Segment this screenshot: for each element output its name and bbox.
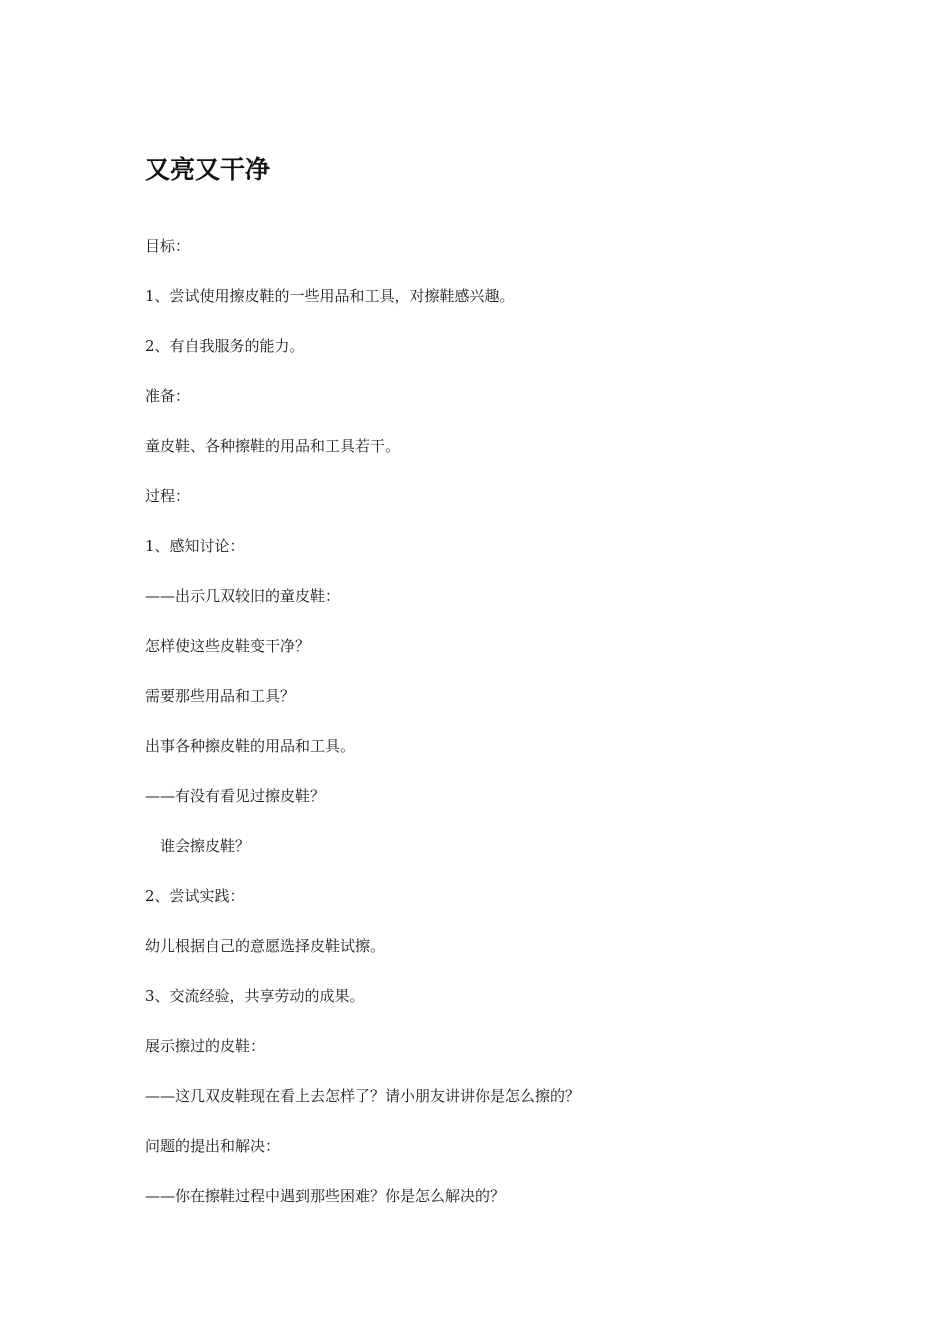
paragraph-line: 需要那些用品和工具？ xyxy=(145,687,296,705)
paragraph-line: 准备： xyxy=(145,387,191,405)
paragraph-line: 怎样使这些皮鞋变干净？ xyxy=(145,637,311,655)
paragraph-line: 出事各种擦皮鞋的用品和工具。 xyxy=(145,737,356,755)
paragraph-line: ——出示几双较旧的童皮鞋： xyxy=(145,587,341,605)
paragraph-line: 展示擦过的皮鞋： xyxy=(145,1037,266,1055)
paragraph-line: 谁会擦皮鞋？ xyxy=(160,837,251,855)
document-body xyxy=(145,234,845,1234)
paragraph-line: 过程： xyxy=(145,487,191,505)
paragraph-line: 童皮鞋、各种擦鞋的用品和工具若干。 xyxy=(145,437,401,455)
paragraph-line: 2、有自我服务的能力。 xyxy=(145,337,305,355)
paragraph-line: 1、尝试使用擦皮鞋的一些用品和工具，对擦鞋感兴趣。 xyxy=(145,287,515,305)
paragraph-line: ——这几双皮鞋现在看上去怎样了？请小朋友讲讲你是怎么擦的？ xyxy=(145,1087,581,1105)
paragraph-line: ——有没有看见过擦皮鞋？ xyxy=(145,787,326,805)
paragraph-line: 1、感知讨论： xyxy=(145,537,245,555)
paragraph-line: 问题的提出和解决： xyxy=(145,1137,281,1155)
paragraph-line: 幼儿根据自己的意愿选择皮鞋试擦。 xyxy=(145,937,386,955)
paragraph-line: ——你在擦鞋过程中遇到那些困难？你是怎么解决的？ xyxy=(145,1187,506,1205)
document-title: 又亮又干净 xyxy=(145,155,271,184)
paragraph-line: 3、交流经验，共享劳动的成果。 xyxy=(145,987,365,1005)
paragraph-line: 2、尝试实践： xyxy=(145,887,245,905)
paragraph-line: 目标： xyxy=(145,237,191,255)
